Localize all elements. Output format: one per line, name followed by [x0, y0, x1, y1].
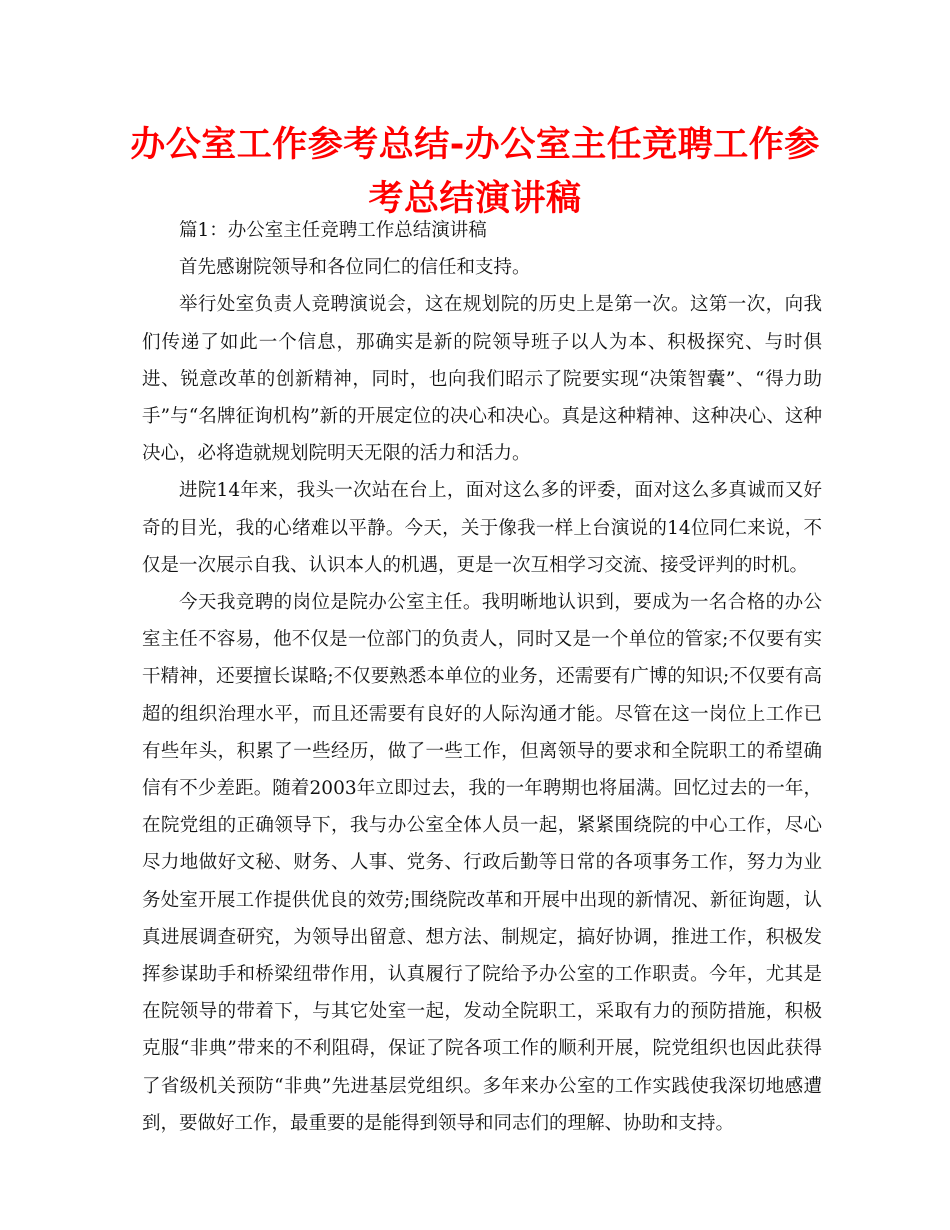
paragraph: 首先感谢院领导和各位同仁的信任和支持。 — [179, 257, 531, 279]
document-title: 办公室工作参考总结-办公室主任竞聘工作参考总结演讲稿 — [130, 125, 820, 219]
paragraph: 今天我竞聘的岗位是院办公室主任。我明晰地认识到，要成为一名合格的办公室主任不容易，他不仅是一位部门的负责人，同时又是一个单位的管家;不仅要有实干精神，还要擅长谋略;不仅要熟悉本单位的业务，还需要有广博的知识;不仅要有高超的组织治理水平，而且还需要有良好的人际沟通才能。尽管在这一岗位上工作已有些年头，积累了一些经历，做了一些工作，但离领导的要求和全院职工的希望确信有不少差距。随着2003年立即过去，我的一年聘期也将届满。回忆过去的一年，在院党组的正确领导下，我与办公室全体人员一起，紧紧围绕院的中心工作，尽心尽力地做好文秘、财务、人事、党务、行政后勤等日常的各项事务工作，努力为业务处室开展工作提供优良的效劳;围绕院改革和开展中出现的新情况、新征询题，认真进展调查研究，为领导出留意、想方法、制规定，搞好协调，推进工作，积极发挥参谋助手和桥梁纽带作用，认真履行了院给予办公室的工作职责。今年，尤其是在院领导的带着下，与其它处室一起，发动全院职工，采取有力的预防措施，积极克服“非典”带来的不利阻碍，保证了院各项工作的顺利开展，院党组织也因此获得了省级机关预防“非典”先进基层党组织。多年来办公室的工作实践使我深切地感遭到，要做好工作，最重要的是能得到领导和同志们的理解、协助和支持。 — [142, 592, 822, 1134]
paragraph: 进院14年来，我头一次站在台上，面对这么多的评委，面对这么多真诚而又好奇的目光，我的心绪难以平静。今天，关于像我一样上台演说的14位同仁来说，不仅是一次展示自我、认识本人的机遇，更是一次互相学习交流、接受评判的时机。 — [142, 480, 822, 576]
section-heading: 篇1：办公室主任竞聘工作总结演讲稿 — [179, 220, 487, 241]
document-body — [142, 212, 822, 1142]
paragraph: 举行处室负责人竞聘演说会，这在规划院的历史上是第一次。这第一次，向我们传递了如此一个信息，那确实是新的院领导班子以人为本、积极探究、与时俱进、锐意改革的创新精神，同时，也向我们昭示了院要实现“决策智囊”、“得力助手”与“名牌征询机构”新的开展定位的决心和决心。真是这种精神、这种决心、这种决心，必将造就规划院明天无限的活力和活力。 — [142, 294, 822, 465]
